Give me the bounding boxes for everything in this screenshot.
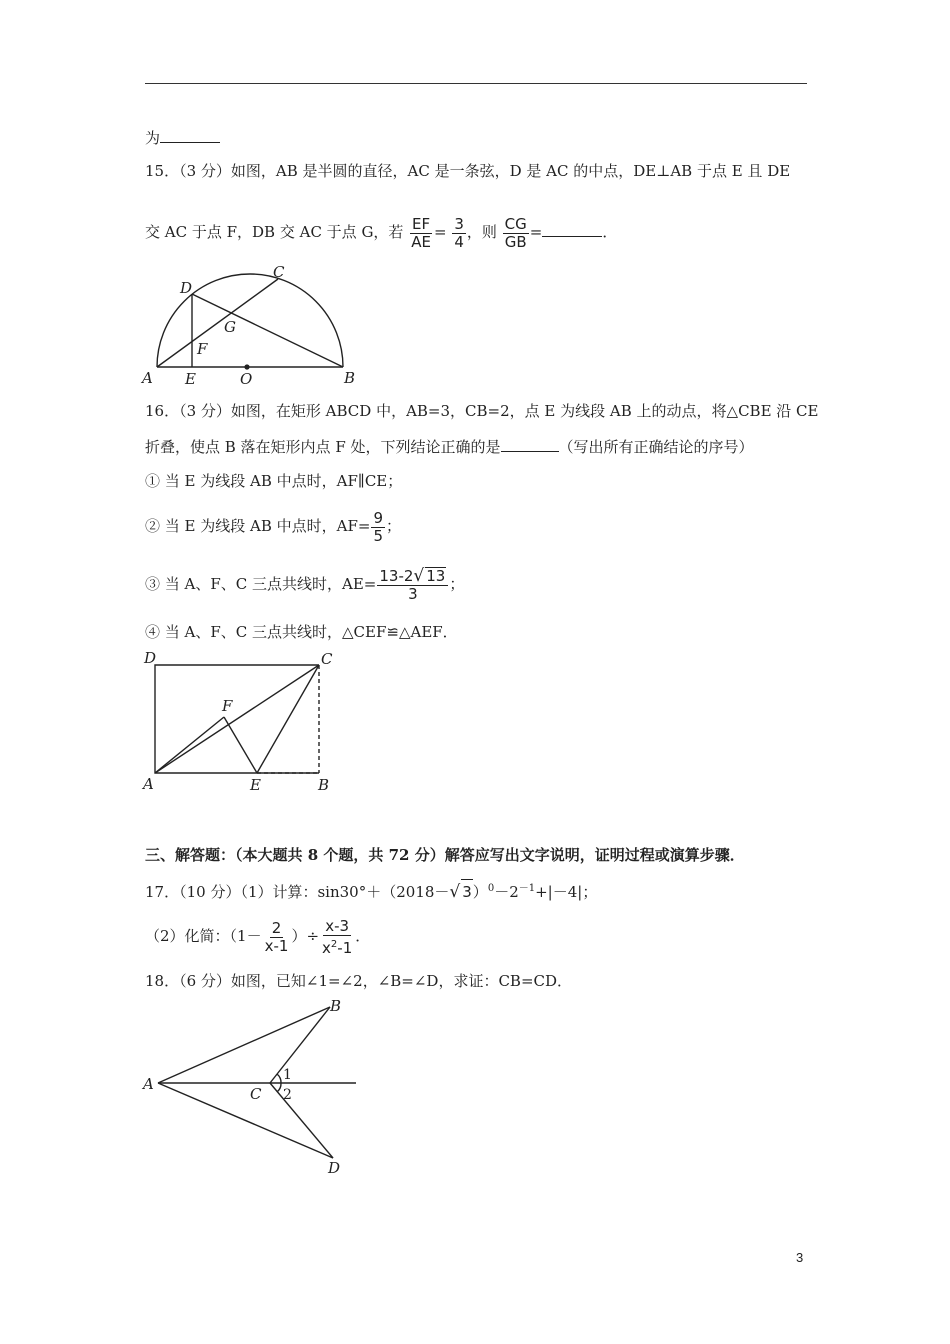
label-a: A bbox=[143, 775, 154, 793]
fraction-ef-ae: $\frac{EF}{AE}$ bbox=[411, 214, 431, 251]
segment-fe bbox=[224, 717, 257, 773]
fraction-3-4: $\frac{3}{4}$ bbox=[454, 214, 464, 251]
page-number: 3 bbox=[796, 1250, 804, 1265]
label-angle-1: 1 bbox=[283, 1067, 292, 1083]
q16-option3: ③ 当 A、F、C 三点共线时，AE= $\frac{13-2√ 13}{3}$ ； bbox=[145, 566, 465, 603]
q17-part2: （2）化简：（1－ $\frac{2}{x-1}$ ）÷ $\frac{x-3}{x^2-1}$ ． bbox=[145, 916, 371, 957]
segment-ad bbox=[158, 1083, 333, 1158]
center-point-o bbox=[244, 364, 249, 369]
q15-line2: 交 AC 于点 F，DB 交 AC 于点 G，若 $\frac{EF}{AE}$ = $\frac{3}{4}$ ，则 $\frac{CG}{GB}$ = ． bbox=[145, 214, 618, 251]
q17-part1: 17．（10 分）（1）计算：sin30°＋（2018－√ $3)^0-2^{-1}+|-4|$； bbox=[145, 877, 597, 904]
segment-ab bbox=[158, 1007, 330, 1083]
label-a: A bbox=[143, 1075, 154, 1093]
segment-cd bbox=[270, 1083, 333, 1158]
header-rule bbox=[145, 83, 807, 84]
label-f: F bbox=[222, 697, 233, 715]
q16-option4: ④ 当 A、F、C 三点共线时，△CEF≌△AEF． bbox=[145, 623, 458, 641]
label-b: B bbox=[330, 997, 342, 1015]
section3-title: 三、解答题：（本大题共 8 个题，共 72 分）解答应写出文字说明，证明过程或演算步骤． bbox=[145, 846, 745, 864]
label-e: E bbox=[250, 776, 261, 794]
q16-option1: ① 当 E 为线段 AB 中点时，AF∥CE； bbox=[145, 472, 403, 490]
answer-blank bbox=[160, 128, 220, 143]
fraction-ae-value: $\frac{13-2√ 13}{3}$ bbox=[377, 567, 448, 603]
q16-rectangle-figure bbox=[140, 645, 340, 795]
q16-line1: 16．（3 分）如图，在矩形 ABCD 中，AB=3，CB=2，点 E 为线段 AB 上的动点，将△CBE 沿 CE bbox=[145, 402, 819, 420]
q18-text: 18．（6 分）如图，已知∠1=∠2，∠B=∠D，求证：CB=CD． bbox=[145, 972, 573, 990]
label-angle-2: 2 bbox=[283, 1087, 292, 1103]
label-d: D bbox=[144, 649, 157, 667]
label-o: O bbox=[240, 370, 253, 388]
label-e: E bbox=[185, 370, 196, 388]
label-c: C bbox=[250, 1085, 262, 1103]
label-f: F bbox=[197, 340, 208, 358]
segment-ac bbox=[155, 665, 319, 773]
fraction-cg-gb: $\frac{CG}{GB}$ bbox=[504, 214, 527, 251]
segment-db bbox=[192, 294, 343, 367]
angle-1-arc bbox=[277, 1074, 281, 1083]
q14-tail: 为 bbox=[145, 128, 220, 148]
chord-ac bbox=[157, 279, 278, 367]
label-d: D bbox=[180, 279, 193, 297]
label-c: C bbox=[273, 263, 285, 281]
segment-ec bbox=[257, 665, 319, 773]
answer-blank bbox=[501, 437, 559, 452]
radical-sign: √ bbox=[449, 882, 461, 902]
segment-cb bbox=[270, 1007, 330, 1083]
angle-2-arc bbox=[277, 1083, 281, 1092]
q18-angle-figure bbox=[140, 995, 370, 1180]
segment-af bbox=[155, 717, 224, 773]
fraction-x-3-over-x2-1: $\frac{x-3}{x^2-1}$ bbox=[322, 916, 353, 957]
fraction-2-over-x-1: $\frac{2}{x-1}$ bbox=[264, 918, 289, 955]
label-b: B bbox=[318, 776, 330, 794]
label-a: A bbox=[142, 369, 153, 387]
q15-line1: 15．（3 分）如图，AB 是半圆的直径，AC 是一条弦，D 是 AC 的中点，DE⊥AB 于点 E 且 DE bbox=[145, 162, 791, 180]
label-c: C bbox=[321, 650, 333, 668]
label-g: G bbox=[224, 318, 236, 336]
radical-sign: √ bbox=[413, 566, 425, 586]
q15-semicircle-figure bbox=[140, 260, 370, 390]
fraction-9-5: $\frac{9}{5}$ bbox=[373, 508, 384, 545]
q16-line2: 折叠，使点 B 落在矩形内点 F 处，下列结论正确的是 （写出所有正确结论的序号） bbox=[145, 438, 754, 456]
answer-blank bbox=[542, 222, 602, 237]
label-b: B bbox=[344, 369, 356, 387]
q16-option2: ② 当 E 为线段 AB 中点时，AF= $\frac{9}{5}$ ； bbox=[145, 508, 402, 545]
label-d: D bbox=[328, 1159, 341, 1177]
